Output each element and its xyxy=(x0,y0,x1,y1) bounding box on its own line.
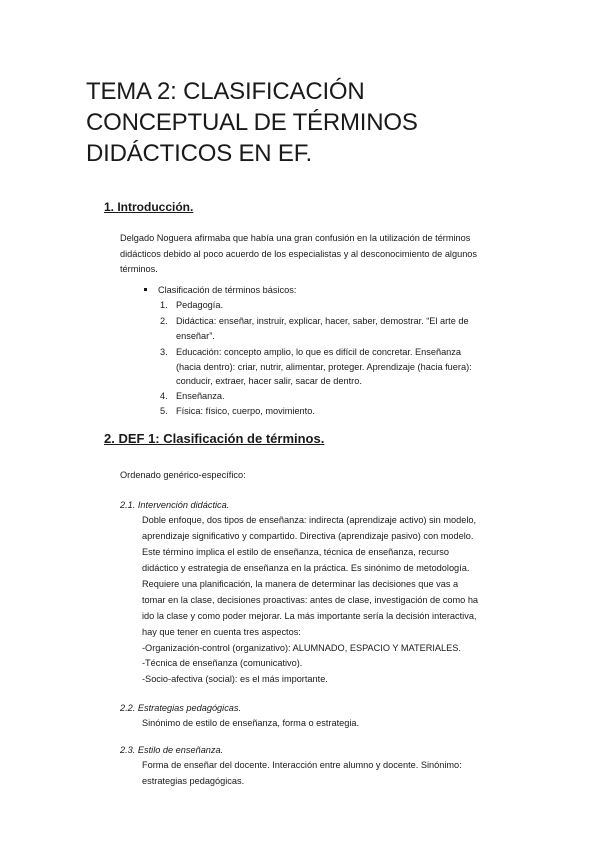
list-item-2-line-1: Didáctica: enseñar, instruir, explicar, hacer, saber, demostrar. “El arte de xyxy=(176,316,469,326)
list-item-3-line-2: (hacia dentro): criar, nutrir, alimentar, proteger. Aprendizaje (hacia fuera): xyxy=(176,362,472,372)
list-number: 4. xyxy=(160,391,168,401)
sub1-line-2: aprendizaje significativo y compartido. Directiva (aprendizaje pasivo) con modelo. xyxy=(142,531,474,541)
section-2-heading: 2. DEF 1: Clasificación de términos. xyxy=(104,431,325,446)
document-title xyxy=(86,76,526,169)
section-1-heading: 1. Introducción. xyxy=(104,200,194,214)
intro-line-3: términos. xyxy=(120,264,158,274)
sub1-line-3: Este término implica el estilo de enseñanza, técnica de enseñanza, recurso xyxy=(142,547,449,557)
list-number: 1. xyxy=(160,300,168,310)
list-number: 2. xyxy=(160,316,168,326)
title-line-3: DIDÁCTICOS EN EF. xyxy=(86,140,312,167)
subsection-2-2-heading: 2.2. Estrategias pedagógicas. xyxy=(120,703,242,713)
sub1-line-10: -Técnica de enseñanza (comunicativo). xyxy=(142,658,303,668)
list-item-3-line-1: Educación: concepto amplio, lo que es difícil de concretar. Enseñanza xyxy=(176,347,461,357)
sub1-line-8: hay que tener en cuenta tres aspectos: xyxy=(142,627,301,637)
sub1-line-9: -Organización-control (organizativo): ALUMNADO, ESPACIO Y MATERIALES. xyxy=(142,643,461,653)
sub1-line-11: -Socio-afectiva (social): es el más importante. xyxy=(142,674,328,684)
bullet-list xyxy=(150,283,296,297)
list-item-2-line-2: enseñar”. xyxy=(176,331,215,341)
bullet-icon xyxy=(144,288,147,291)
subsection-2-3-heading: 2.3. Estilo de enseñanza. xyxy=(120,745,224,755)
list-item-3-line-3: conducir, extraer, hacer salir, sacar de dentro. xyxy=(176,376,362,386)
subsection-2-1-heading: 2.1. Intervención didáctica. xyxy=(120,500,230,510)
bullet-item xyxy=(149,283,296,297)
list-number: 3. xyxy=(160,347,168,357)
intro-line-2: didácticos debido al poco acuerdo de los especialistas y al desconocimiento de algunos xyxy=(120,249,478,259)
title-line-2: CONCEPTUAL DE TÉRMINOS xyxy=(86,109,418,136)
list-item-1: Pedagogía. xyxy=(176,300,224,310)
title-line-1: TEMA 2: CLASIFICACIÓN xyxy=(86,78,365,105)
sub1-line-6: tomar en la clase, decisiones proactivas: antes de clase, investigación de como ha xyxy=(142,595,479,605)
sub3-line-1: Forma de enseñar del docente. Interacción entre alumno y docente. Sinónimo: xyxy=(142,760,462,770)
list-item-5: Física: físico, cuerpo, movimiento. xyxy=(176,406,315,416)
sub2-line-1: Sinónimo de estilo de enseñanza, forma o estrategia. xyxy=(142,718,360,728)
intro-line-1: Delgado Noguera afirmaba que había una gran confusión en la utilización de términos xyxy=(120,233,471,243)
sub1-line-5: Requiere una planificación, la manera de determinar las decisiones que vas a xyxy=(142,579,459,589)
sub3-line-2: estrategias pedagógicas. xyxy=(142,776,245,786)
sub1-line-4: didáctico y estrategia de enseñanza en la práctica. Es sinónimo de metodología. xyxy=(142,563,470,573)
sub1-line-1: Doble enfoque, dos tipos de enseñanza: indirecta (aprendizaje activo) sin modelo, xyxy=(142,515,477,525)
list-number: 5. xyxy=(160,406,168,416)
list-item-4: Enseñanza. xyxy=(176,391,225,401)
bullet-text: Clasificación de términos básicos: xyxy=(158,285,297,295)
sub1-line-7: ido la clase y como poder mejorar. La más importante sería la decisión interactiva, xyxy=(142,611,477,621)
section-2-subtitle: Ordenado genérico-específico: xyxy=(120,470,246,480)
